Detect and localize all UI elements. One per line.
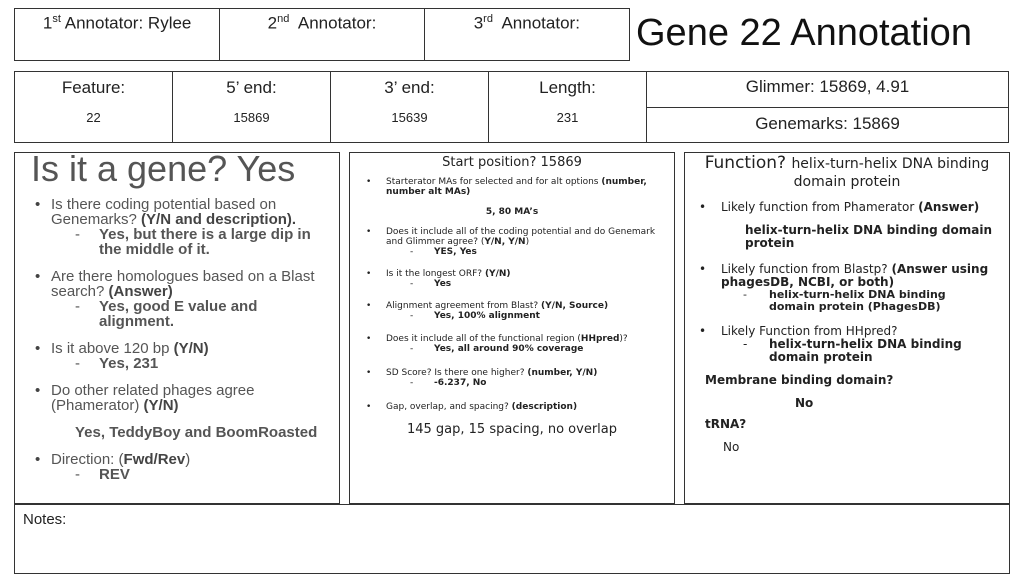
question-hint: (Answer using phagesDB, NCBI, or both) <box>721 262 989 289</box>
question-hint: HHpred <box>580 334 620 344</box>
question-text: Starterator MAs for selected and for alt options <box>386 177 599 187</box>
genemarks-field[interactable]: Genemarks: 15869 <box>755 114 900 133</box>
question-close: ) <box>185 451 191 468</box>
alignment-answer[interactable]: - Yes, 100% alignment <box>350 311 674 321</box>
annotator-2-sup: nd <box>277 13 290 25</box>
feature-cell[interactable] <box>15 72 173 142</box>
coding-potential-question <box>27 197 331 227</box>
notes-box[interactable] <box>14 504 1010 574</box>
glimmer-genemarks-box <box>646 71 1009 143</box>
question-hint: (number, number alt MAs) <box>386 177 647 197</box>
phages-agree-answer[interactable]: Yes, TeddyBoy and BoomRoasted <box>75 424 318 441</box>
annotator-1-num: 1 <box>42 13 53 33</box>
notes-label: Notes: <box>23 511 67 528</box>
annotator-1-label: Annotator: Rylee <box>64 13 192 33</box>
function-answer[interactable]: helix-turn-helix DNA binding domain protein <box>791 156 990 190</box>
annotator-3-cell[interactable] <box>425 9 629 60</box>
page-title: Gene 22 Annotation <box>636 12 972 54</box>
annotator-2-num: 2 <box>267 13 278 33</box>
hhpred-answer[interactable]: - helix-turn-helix DNA binding domain protein <box>685 338 1009 364</box>
question-text: Likely Function from HHpred? <box>721 324 898 338</box>
functional-region-question <box>350 334 674 344</box>
five-prime-header: 5’ end: <box>226 78 277 97</box>
question-hint: (number, Y/N) <box>527 368 598 378</box>
blastp-question <box>685 263 1009 289</box>
starterator-question <box>350 177 674 197</box>
phages-agree-question <box>27 383 331 413</box>
length-cell[interactable] <box>489 72 646 142</box>
question-hint: Y/N, Y/N <box>484 237 526 247</box>
question-close: ) <box>525 237 530 247</box>
feature-table <box>14 71 647 143</box>
question-hint: (Y/N and description). <box>141 211 297 228</box>
question-text: Are there homologues based on a Blast search? <box>51 268 315 300</box>
length-value: 231 <box>556 110 579 125</box>
membrane-answer[interactable]: No <box>795 396 814 410</box>
direction-question <box>27 452 331 467</box>
question-text: Is it the longest ORF? <box>386 269 483 279</box>
longest-orf-answer[interactable]: - Yes <box>350 279 674 289</box>
coding-agree-question <box>350 227 674 247</box>
length-question <box>27 341 331 356</box>
question-text: Does it include all of the coding potential and do Genemark and Glimmer agree? ( <box>386 227 656 247</box>
three-prime-header: 3’ end: <box>384 78 435 97</box>
direction-answer[interactable]: - REV <box>27 467 331 482</box>
annotator-3-sup: rd <box>483 13 493 25</box>
coding-potential-answer[interactable]: - Yes, but there is a large dip in the middle of it. <box>27 227 331 257</box>
coding-agree-answer[interactable]: - YES, Yes <box>350 247 674 257</box>
question-hint: (Y/N, Source) <box>541 301 609 311</box>
function-heading <box>685 155 1009 191</box>
question-hint: (Answer) <box>918 200 980 214</box>
question-hint: (Y/N) <box>484 269 511 279</box>
gene-heading: Is it a gene? Yes <box>31 148 296 189</box>
question-close: )? <box>619 334 628 344</box>
gap-spacing-question <box>350 402 674 412</box>
length-answer[interactable]: - Yes, 231 <box>27 356 331 371</box>
question-hint: (description) <box>511 402 578 412</box>
alignment-question <box>350 301 674 311</box>
question-hint: (Y/N) <box>173 340 209 357</box>
start-position-panel <box>349 152 675 504</box>
question-text: Is there coding potential based on Genemarks? <box>51 196 277 228</box>
sd-score-question <box>350 368 674 378</box>
starterator-answer[interactable]: 5, 80 MA’s <box>485 207 539 217</box>
homologues-answer[interactable]: - Yes, good E value and alignment. <box>27 299 331 329</box>
annotator-2-label: Annotator: <box>297 13 377 33</box>
length-header: Length: <box>539 78 596 97</box>
feature-header: Feature: <box>61 78 126 97</box>
start-position-heading: Start position? 15869 <box>442 155 582 170</box>
question-hint: Fwd/Rev <box>123 451 186 468</box>
question-hint: (Y/N) <box>143 397 179 414</box>
gap-spacing-answer[interactable]: 145 gap, 15 spacing, no overlap <box>406 422 617 437</box>
question-text: SD Score? Is there one higher? <box>386 368 525 378</box>
question-text: Gap, overlap, and spacing? <box>386 402 509 412</box>
blastp-answer[interactable]: - helix-turn-helix DNA binding domain protein (PhagesDB) <box>685 289 1009 313</box>
trna-question: tRNA? <box>705 417 747 431</box>
trna-answer[interactable]: No <box>723 440 740 454</box>
glimmer-field[interactable]: Glimmer: 15869, 4.91 <box>647 72 1008 108</box>
annotator-1-sup: st <box>52 13 61 25</box>
annotator-row <box>14 8 630 61</box>
feature-value: 22 <box>86 110 101 125</box>
question-text: Do other related phages agree (Phamerator) <box>51 382 255 414</box>
question-text: Likely function from Phamerator <box>721 200 915 214</box>
annotator-3-num: 3 <box>473 13 484 33</box>
question-text: Alignment agreement from Blast? <box>386 301 539 311</box>
longest-orf-question <box>350 269 674 279</box>
homologues-question <box>27 269 331 299</box>
question-text: Direction: ( <box>51 451 124 468</box>
three-prime-value: 15639 <box>391 110 428 125</box>
question-text: Is it above 120 bp <box>51 340 170 357</box>
sd-score-answer[interactable]: - -6.237, No <box>350 378 674 388</box>
is-it-a-gene-panel <box>14 148 340 504</box>
five-prime-cell[interactable] <box>173 72 331 142</box>
question-text: Does it include all of the functional region ( <box>386 334 581 344</box>
functional-region-answer[interactable]: - Yes, all around 90% coverage <box>350 344 674 354</box>
question-hint: (Answer) <box>108 283 173 300</box>
membrane-question: Membrane binding domain? <box>705 373 894 387</box>
three-prime-cell[interactable] <box>331 72 489 142</box>
five-prime-value: 15869 <box>233 110 270 125</box>
annotator-3-label: Annotator: <box>501 13 580 33</box>
phamerator-answer[interactable]: helix-turn-helix DNA binding domain protein <box>745 223 992 250</box>
function-label: Function? <box>704 153 787 173</box>
annotator-2-cell[interactable] <box>220 9 424 60</box>
question-text: Likely function from Blastp? <box>721 262 888 276</box>
function-panel <box>684 152 1010 504</box>
phamerator-question <box>685 201 1009 214</box>
annotator-1-cell[interactable] <box>15 9 220 60</box>
